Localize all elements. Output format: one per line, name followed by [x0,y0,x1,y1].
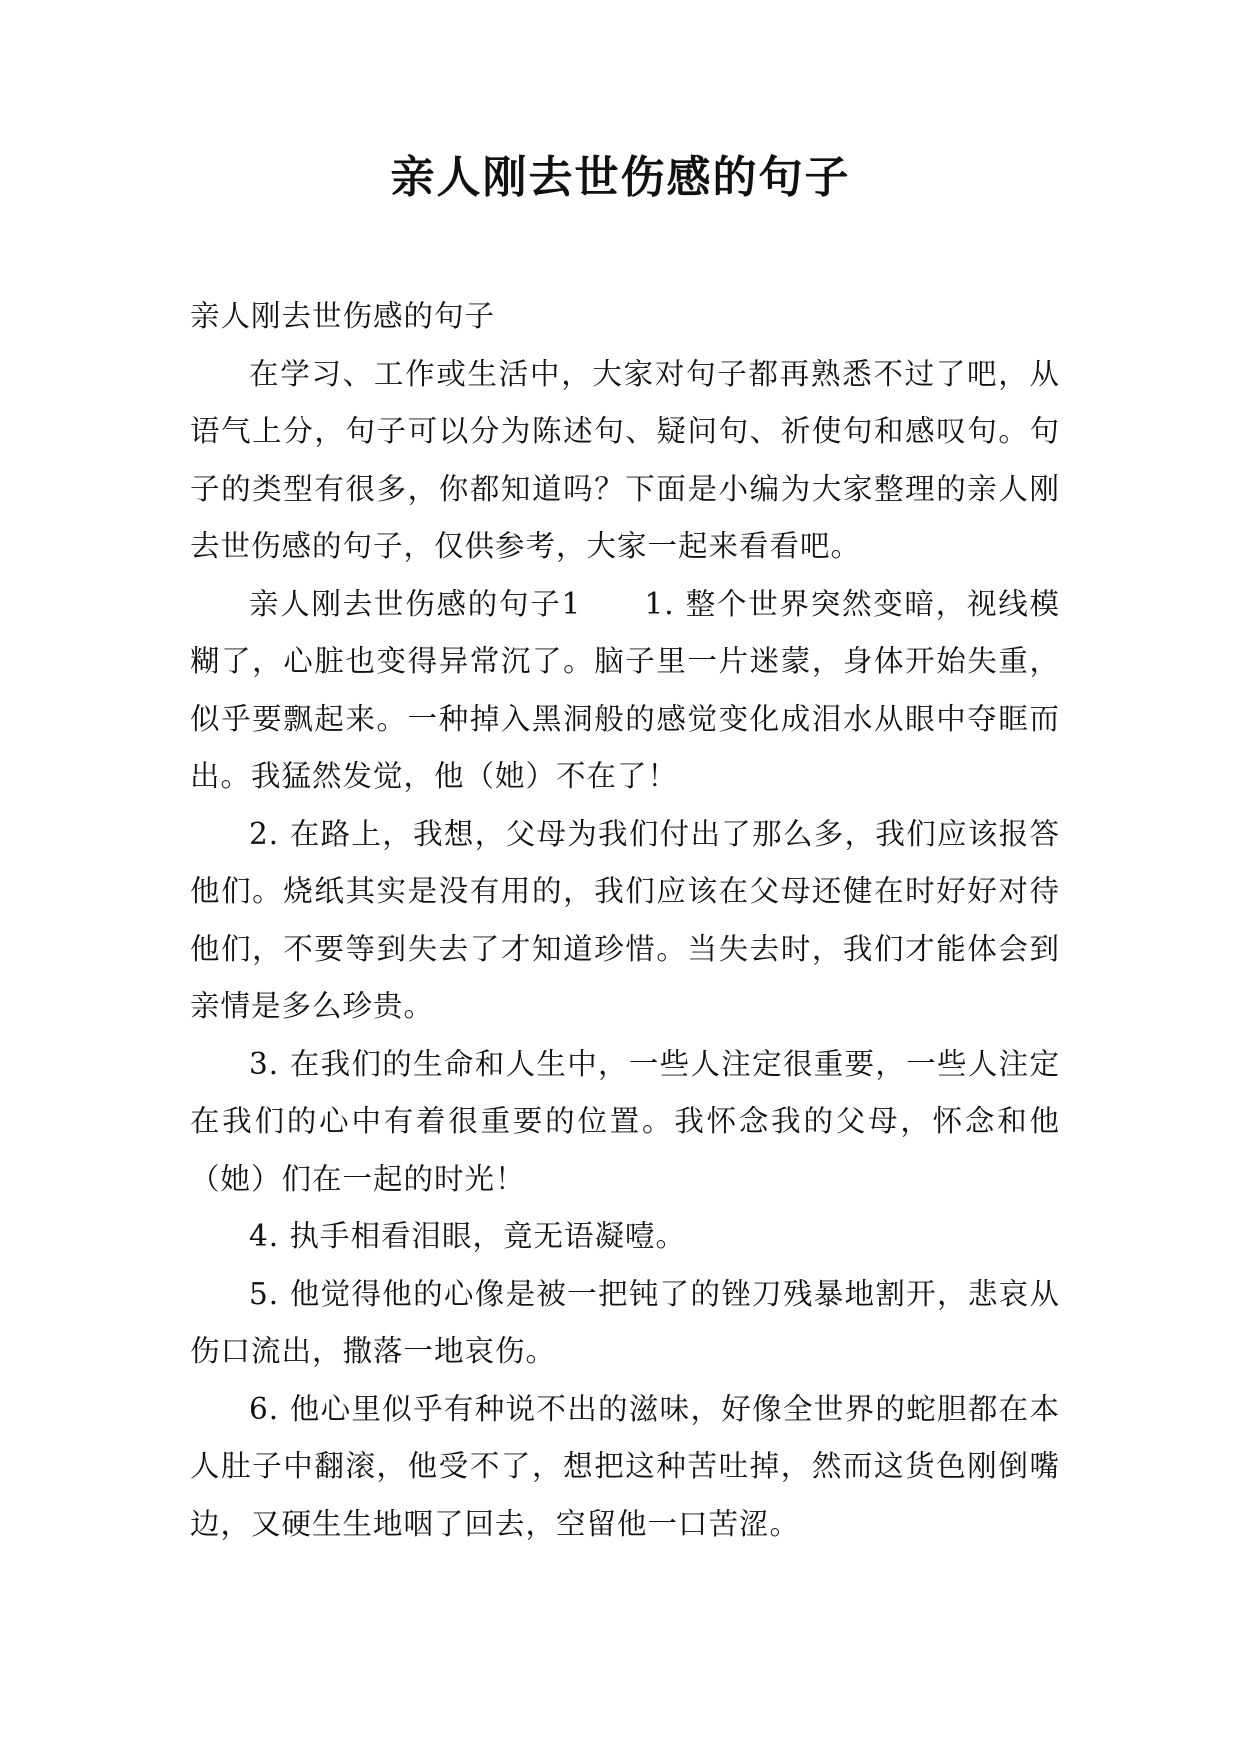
paragraph-sentence-1: 亲人刚去世伤感的句子1 1. 整个世界突然变暗，视线模糊了，心脏也变得异常沉了。脑子里一片迷蒙，身体开始失重，似乎要飘起来。一种掉入黑洞般的感觉变化成泪水从眼中夺眶而出。我猛然发觉，他（她）不在了！ [190,586,1060,793]
paragraph-sentence-4: 4. 执手相看泪眼，竟无语凝噎。 [249,1219,687,1253]
paragraph-sentence-2: 2. 在路上，我想，父母为我们付出了那么多，我们应该报答他们。烧纸其实是没有用的，我们应该在父母还健在时好好对待他们，不要等到失去了才知道珍惜。当失去时，我们才能体会到亲情是多么珍贵。 [190,816,1060,1023]
document-title: 亲人刚去世伤感的句子 [390,152,851,203]
paragraph-sentence-3: 3. 在我们的生命和人生中，一些人注定很重要，一些人注定在我们的心中有着很重要的位置。我怀念我的父母，怀念和他（她）们在一起的时光！ [190,1046,1060,1196]
paragraph-sentence-5: 5. 他觉得他的心像是被一把钝了的锉刀残暴地割开，悲哀从伤口流出，撒落一地哀伤。 [190,1276,1060,1368]
document-subtitle: 亲人刚去世伤感的句子 [190,299,496,333]
paragraph-sentence-6: 6. 他心里似乎有种说不出的滋味，好像全世界的蛇胆都在本人肚子中翻滚，他受不了，想把这种苦吐掉，然而这货色刚倒嘴边，又硬生生地咽了回去，空留他一口苦涩。 [190,1391,1060,1541]
document-body [190,288,1060,1553]
paragraph-intro: 在学习、工作或生活中，大家对句子都再熟悉不过了吧，从语气上分，句子可以分为陈述句、疑问句、祈使句和感叹句。句子的类型有很多，你都知道吗？下面是小编为大家整理的亲人刚去世伤感的句子，仅供参考，大家一起来看看吧。 [190,356,1060,563]
